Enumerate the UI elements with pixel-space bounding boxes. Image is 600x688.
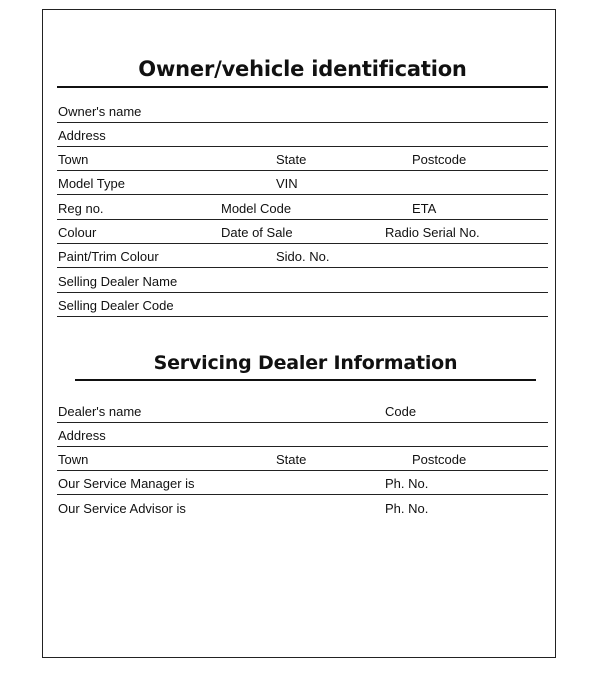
field-label: Model Type [58,176,125,191]
field-label: ETA [412,201,437,216]
form-row-dealer-town [57,447,548,471]
form-row-colour [57,220,548,244]
form-row-owners-name [57,99,548,123]
field-label: Postcode [412,452,467,467]
field-label: State [276,152,307,167]
form-row-dealer-address [57,423,548,447]
form-row-selling-dealer-name [57,269,548,293]
form-row-selling-dealer-code [57,293,548,317]
form-row-address [57,123,548,147]
field-label: Colour [58,225,97,240]
field-label: Dealer's name [58,404,142,419]
dealer-title-rule [75,379,536,381]
owner-section-title: Owner/vehicle identification [138,57,467,81]
owner-title-rule [57,86,548,88]
field-label: Paint/Trim Colour [58,249,159,264]
field-label: Town [58,152,89,167]
form-row-reg-no [57,196,548,220]
field-label: Selling Dealer Code [58,298,174,313]
field-label: Our Service Advisor is [58,501,186,516]
form-row-model-type [57,171,548,195]
field-label: Ph. No. [385,476,429,491]
field-label: VIN [276,176,298,191]
form-row-service-manager [57,471,548,495]
field-label: Code [385,404,417,419]
field-label: State [276,452,307,467]
dealer-section-title: Servicing Dealer Information [153,352,458,374]
field-label: Address [58,128,106,143]
form-row-service-advisor [57,496,548,520]
form-row-town [57,147,548,171]
field-label: Radio Serial No. [385,225,480,240]
field-label: Postcode [412,152,467,167]
form-row-dealers-name [57,399,548,423]
field-label: Sido. No. [276,249,330,264]
field-label: Selling Dealer Name [58,274,178,289]
field-label: Model Code [221,201,292,216]
field-label: Reg no. [58,201,104,216]
field-label: Owner's name [58,104,142,119]
field-label: Date of Sale [221,225,293,240]
form-row-paint-trim [57,244,548,268]
field-label: Address [58,428,106,443]
field-label: Town [58,452,89,467]
field-label: Our Service Manager is [58,476,195,491]
field-label: Ph. No. [385,501,429,516]
